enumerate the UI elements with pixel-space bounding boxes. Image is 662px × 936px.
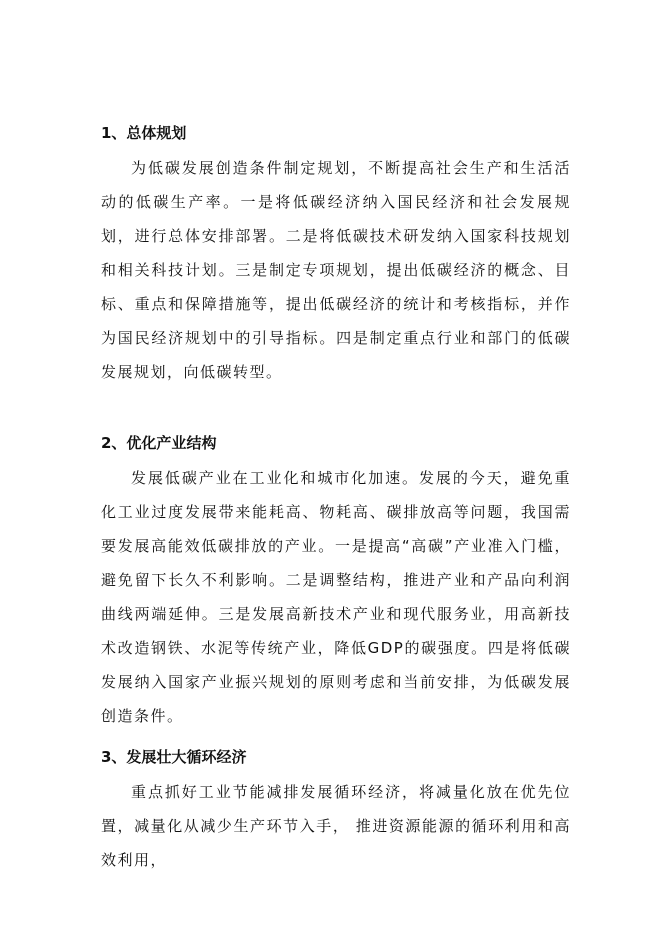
section-overall-planning	[101, 123, 571, 389]
section-circular-economy	[101, 747, 571, 877]
section-heading: 1、总体规划	[101, 124, 187, 142]
section-paragraph: 发展低碳产业在工业化和城市化加速。发展的今天，避免重化工业过度发展带来能耗高、物耗高、碳排放高等问题，我国需要发展高能效低碳排放的产业。一是提高“高碳”产业准入门槛，避免留下长久不利影响。二是调整结构，推进产业和产品向利润曲线两端延伸。三是发展高新技术产业和现代服务业，用高新技术改造钢铁、水泥等传统产业，降低GDP的碳强度。四是将低碳发展纳入国家产业振兴规划的原则考虑和当前安排，为低碳发展创造条件。	[101, 469, 571, 725]
section-paragraph: 为低碳发展创造条件制定规划，不断提高社会生产和生活活动的低碳生产率。一是将低碳经济纳入国民经济和社会发展规划，进行总体安排部署。二是将低碳技术研发纳入国家科技规划和相关科技计划。三是制定专项规划，提出低碳经济的概念、目标、重点和保障措施等，提出低碳经济的统计和考核指标，并作为国民经济规划中的引导指标。四是制定重点行业和部门的低碳发展规划，向低碳转型。	[101, 159, 571, 381]
section-industrial-structure	[101, 433, 571, 733]
section-paragraph: 重点抓好工业节能减排发展循环经济，将减量化放在优先位置，减量化从减少生产环节入手， 推进资源能源的循环利用和高效利用，	[101, 783, 571, 869]
section-heading: 3、发展壮大循环经济	[101, 748, 247, 766]
section-heading: 2、优化产业结构	[101, 434, 217, 452]
